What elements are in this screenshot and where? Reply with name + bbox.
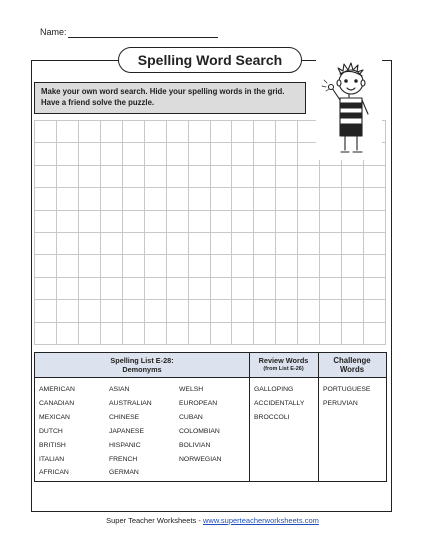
- grid-cell[interactable]: [101, 323, 123, 345]
- word-item: JAPANESE: [109, 427, 145, 435]
- spelling-list-header: [35, 353, 249, 378]
- grid-cell[interactable]: [298, 166, 320, 188]
- grid-cell[interactable]: [123, 300, 145, 322]
- word-item: GERMAN: [109, 469, 139, 477]
- word-item: CHINESE: [109, 413, 140, 421]
- spelling-column-1: [39, 383, 75, 480]
- footer-link[interactable]: www.superteacherworksheets.com: [202, 516, 319, 525]
- grid-cell[interactable]: [211, 300, 233, 322]
- grid-cell[interactable]: [123, 323, 145, 345]
- grid-cell[interactable]: [320, 255, 342, 277]
- grid-cell[interactable]: [276, 166, 298, 188]
- grid-cell[interactable]: [298, 233, 320, 255]
- grid-cell[interactable]: [189, 211, 211, 233]
- grid-cell[interactable]: [79, 300, 101, 322]
- challenge-words-title-line1: Challenge: [333, 356, 371, 365]
- grid-cell[interactable]: [123, 121, 145, 143]
- grid-cell[interactable]: [79, 121, 101, 143]
- grid-cell[interactable]: [145, 300, 167, 322]
- grid-cell[interactable]: [79, 255, 101, 277]
- grid-cell[interactable]: [189, 278, 211, 300]
- grid-cell[interactable]: [342, 278, 364, 300]
- grid-cell[interactable]: [211, 323, 233, 345]
- grid-cell[interactable]: [35, 233, 57, 255]
- grid-cell[interactable]: [254, 300, 276, 322]
- footer: [0, 516, 425, 525]
- review-words-title: Review Words: [258, 356, 309, 365]
- grid-cell[interactable]: [57, 121, 79, 143]
- grid-cell[interactable]: [211, 166, 233, 188]
- word-item: HISPANIC: [109, 441, 141, 449]
- grid-cell[interactable]: [320, 233, 342, 255]
- review-words-header: [249, 353, 318, 378]
- word-item: BOLIVIAN: [179, 441, 211, 449]
- grid-cell[interactable]: [211, 233, 233, 255]
- column-divider: [318, 353, 319, 481]
- grid-cell[interactable]: [167, 188, 189, 210]
- spelling-column-2: [109, 383, 152, 480]
- grid-cell[interactable]: [35, 323, 57, 345]
- word-item: DUTCH: [39, 427, 63, 435]
- worksheet-title: Spelling Word Search: [118, 47, 302, 73]
- grid-cell[interactable]: [342, 300, 364, 322]
- grid-cell[interactable]: [123, 278, 145, 300]
- grid-cell[interactable]: [57, 255, 79, 277]
- grid-cell[interactable]: [342, 255, 364, 277]
- spelling-column-3: [179, 383, 222, 466]
- grid-cell[interactable]: [320, 278, 342, 300]
- grid-cell[interactable]: [232, 255, 254, 277]
- grid-cell[interactable]: [254, 211, 276, 233]
- grid-cell[interactable]: [79, 233, 101, 255]
- grid-cell[interactable]: [167, 166, 189, 188]
- spelling-list-title: Spelling List E-28:: [110, 356, 174, 365]
- grid-cell[interactable]: [57, 143, 79, 165]
- grid-cell[interactable]: [342, 166, 364, 188]
- grid-cell[interactable]: [145, 255, 167, 277]
- challenge-words-title-line2: Words: [339, 365, 365, 374]
- grid-cell[interactable]: [79, 166, 101, 188]
- grid-cell[interactable]: [276, 323, 298, 345]
- grid-cell[interactable]: [57, 188, 79, 210]
- instructions-box: Make your own word search. Hide your spelling words in the grid. Have a friend solve the puzzle.: [34, 82, 306, 114]
- grid-cell[interactable]: [167, 300, 189, 322]
- grid-cell[interactable]: [342, 233, 364, 255]
- spelling-list-subtitle: Demonyms: [122, 365, 162, 374]
- grid-cell[interactable]: [189, 233, 211, 255]
- word-item: CUBAN: [179, 413, 203, 421]
- challenge-words-column: [323, 383, 370, 411]
- grid-cell[interactable]: [232, 323, 254, 345]
- word-item: AMERICAN: [39, 386, 75, 393]
- grid-cell[interactable]: [123, 166, 145, 188]
- grid-cell[interactable]: [254, 143, 276, 165]
- grid-cell[interactable]: [167, 121, 189, 143]
- grid-cell[interactable]: [364, 166, 386, 188]
- grid-cell[interactable]: [123, 143, 145, 165]
- grid-cell[interactable]: [189, 255, 211, 277]
- grid-cell[interactable]: [167, 323, 189, 345]
- grid-cell[interactable]: [211, 211, 233, 233]
- grid-cell[interactable]: [145, 121, 167, 143]
- grid-cell[interactable]: [123, 188, 145, 210]
- grid-cell[interactable]: [35, 300, 57, 322]
- grid-cell[interactable]: [364, 300, 386, 322]
- grid-cell[interactable]: [189, 166, 211, 188]
- grid-cell[interactable]: [145, 166, 167, 188]
- word-item: NORWEGIAN: [179, 455, 222, 463]
- grid-cell[interactable]: [35, 278, 57, 300]
- name-label: Name:: [40, 27, 67, 37]
- grid-cell[interactable]: [342, 211, 364, 233]
- grid-cell[interactable]: [320, 323, 342, 345]
- grid-cell[interactable]: [167, 233, 189, 255]
- word-item: FRENCH: [109, 455, 138, 463]
- challenge-words-header: [318, 353, 386, 378]
- grid-cell[interactable]: [211, 278, 233, 300]
- grid-cell[interactable]: [276, 143, 298, 165]
- grid-cell[interactable]: [57, 278, 79, 300]
- boy-illustration: [316, 60, 382, 160]
- grid-cell[interactable]: [298, 211, 320, 233]
- grid-cell[interactable]: [364, 255, 386, 277]
- grid-cell[interactable]: [298, 255, 320, 277]
- grid-cell[interactable]: [189, 143, 211, 165]
- word-item: ACCIDENTALLY: [254, 399, 305, 407]
- grid-cell[interactable]: [57, 233, 79, 255]
- grid-cell[interactable]: [57, 323, 79, 345]
- grid-cell[interactable]: [276, 121, 298, 143]
- grid-cell[interactable]: [364, 323, 386, 345]
- grid-cell[interactable]: [123, 211, 145, 233]
- review-words-column: [254, 383, 304, 425]
- grid-cell[interactable]: [232, 278, 254, 300]
- grid-cell[interactable]: [276, 278, 298, 300]
- grid-cell[interactable]: [211, 143, 233, 165]
- grid-cell[interactable]: [254, 278, 276, 300]
- word-item: ASIAN: [109, 386, 130, 393]
- grid-cell[interactable]: [145, 143, 167, 165]
- grid-cell[interactable]: [101, 188, 123, 210]
- grid-cell[interactable]: [57, 211, 79, 233]
- grid-cell[interactable]: [101, 166, 123, 188]
- grid-cell[interactable]: [298, 188, 320, 210]
- grid-cell[interactable]: [254, 188, 276, 210]
- grid-cell[interactable]: [189, 323, 211, 345]
- grid-cell[interactable]: [254, 323, 276, 345]
- grid-cell[interactable]: [167, 211, 189, 233]
- grid-cell[interactable]: [79, 323, 101, 345]
- grid-cell[interactable]: [320, 211, 342, 233]
- word-item: PORTUGUESE: [323, 386, 371, 393]
- grid-cell[interactable]: [35, 211, 57, 233]
- grid-cell[interactable]: [254, 233, 276, 255]
- grid-cell[interactable]: [364, 211, 386, 233]
- grid-cell[interactable]: [298, 278, 320, 300]
- footer-prefix: Super Teacher Worksheets -: [106, 516, 203, 525]
- grid-cell[interactable]: [232, 121, 254, 143]
- grid-cell[interactable]: [145, 278, 167, 300]
- grid-cell[interactable]: [101, 143, 123, 165]
- grid-cell[interactable]: [101, 278, 123, 300]
- grid-cell[interactable]: [79, 188, 101, 210]
- word-item: CANADIAN: [39, 399, 75, 407]
- word-item: BROCCOLI: [254, 413, 290, 421]
- grid-cell[interactable]: [254, 121, 276, 143]
- grid-cell[interactable]: [123, 255, 145, 277]
- grid-cell[interactable]: [211, 255, 233, 277]
- grid-cell[interactable]: [189, 188, 211, 210]
- grid-cell[interactable]: [364, 188, 386, 210]
- grid-cell[interactable]: [35, 255, 57, 277]
- grid-cell[interactable]: [342, 323, 364, 345]
- grid-cell[interactable]: [35, 188, 57, 210]
- grid-cell[interactable]: [342, 188, 364, 210]
- grid-cell[interactable]: [320, 300, 342, 322]
- grid-cell[interactable]: [254, 255, 276, 277]
- review-words-subtitle: (from List E-26): [263, 366, 304, 372]
- grid-cell[interactable]: [57, 300, 79, 322]
- grid-cell[interactable]: [232, 233, 254, 255]
- word-item: WELSH: [179, 386, 204, 393]
- word-item: COLOMBIAN: [179, 427, 220, 435]
- grid-cell[interactable]: [123, 233, 145, 255]
- grid-cell[interactable]: [276, 188, 298, 210]
- grid-cell[interactable]: [232, 143, 254, 165]
- grid-cell[interactable]: [320, 188, 342, 210]
- grid-cell[interactable]: [232, 300, 254, 322]
- grid-cell[interactable]: [298, 300, 320, 322]
- grid-cell[interactable]: [101, 211, 123, 233]
- grid-cell[interactable]: [232, 166, 254, 188]
- grid-cell[interactable]: [79, 278, 101, 300]
- grid-cell[interactable]: [101, 233, 123, 255]
- grid-cell[interactable]: [79, 211, 101, 233]
- grid-cell[interactable]: [254, 166, 276, 188]
- grid-cell[interactable]: [276, 211, 298, 233]
- grid-cell[interactable]: [320, 166, 342, 188]
- grid-cell[interactable]: [167, 278, 189, 300]
- grid-cell[interactable]: [145, 188, 167, 210]
- grid-cell[interactable]: [145, 233, 167, 255]
- grid-cell[interactable]: [189, 121, 211, 143]
- word-item: EUROPEAN: [179, 399, 218, 407]
- grid-cell[interactable]: [189, 300, 211, 322]
- column-divider: [249, 353, 250, 481]
- word-item: AFRICAN: [39, 469, 69, 477]
- grid-cell[interactable]: [211, 121, 233, 143]
- word-item: BRITISH: [39, 441, 66, 449]
- name-line[interactable]: [68, 37, 218, 38]
- grid-cell[interactable]: [101, 300, 123, 322]
- grid-cell[interactable]: [276, 255, 298, 277]
- grid-cell[interactable]: [364, 278, 386, 300]
- grid-cell[interactable]: [145, 211, 167, 233]
- grid-cell[interactable]: [167, 255, 189, 277]
- grid-cell[interactable]: [167, 143, 189, 165]
- grid-cell[interactable]: [35, 143, 57, 165]
- grid-cell[interactable]: [79, 143, 101, 165]
- grid-cell[interactable]: [276, 233, 298, 255]
- grid-cell[interactable]: [101, 255, 123, 277]
- grid-cell[interactable]: [35, 166, 57, 188]
- word-table: [34, 352, 387, 482]
- grid-cell[interactable]: [101, 121, 123, 143]
- grid-cell[interactable]: [145, 323, 167, 345]
- word-item: PERUVIAN: [323, 399, 358, 407]
- word-item: AUSTRALIAN: [109, 399, 152, 407]
- grid-cell[interactable]: [211, 188, 233, 210]
- grid-cell[interactable]: [232, 188, 254, 210]
- word-item: GALLOPING: [254, 386, 294, 393]
- grid-cell[interactable]: [232, 211, 254, 233]
- grid-cell[interactable]: [298, 323, 320, 345]
- grid-cell[interactable]: [35, 121, 57, 143]
- word-item: MEXICAN: [39, 413, 70, 421]
- word-item: ITALIAN: [39, 455, 65, 463]
- grid-cell[interactable]: [276, 300, 298, 322]
- grid-cell[interactable]: [364, 233, 386, 255]
- grid-cell[interactable]: [57, 166, 79, 188]
